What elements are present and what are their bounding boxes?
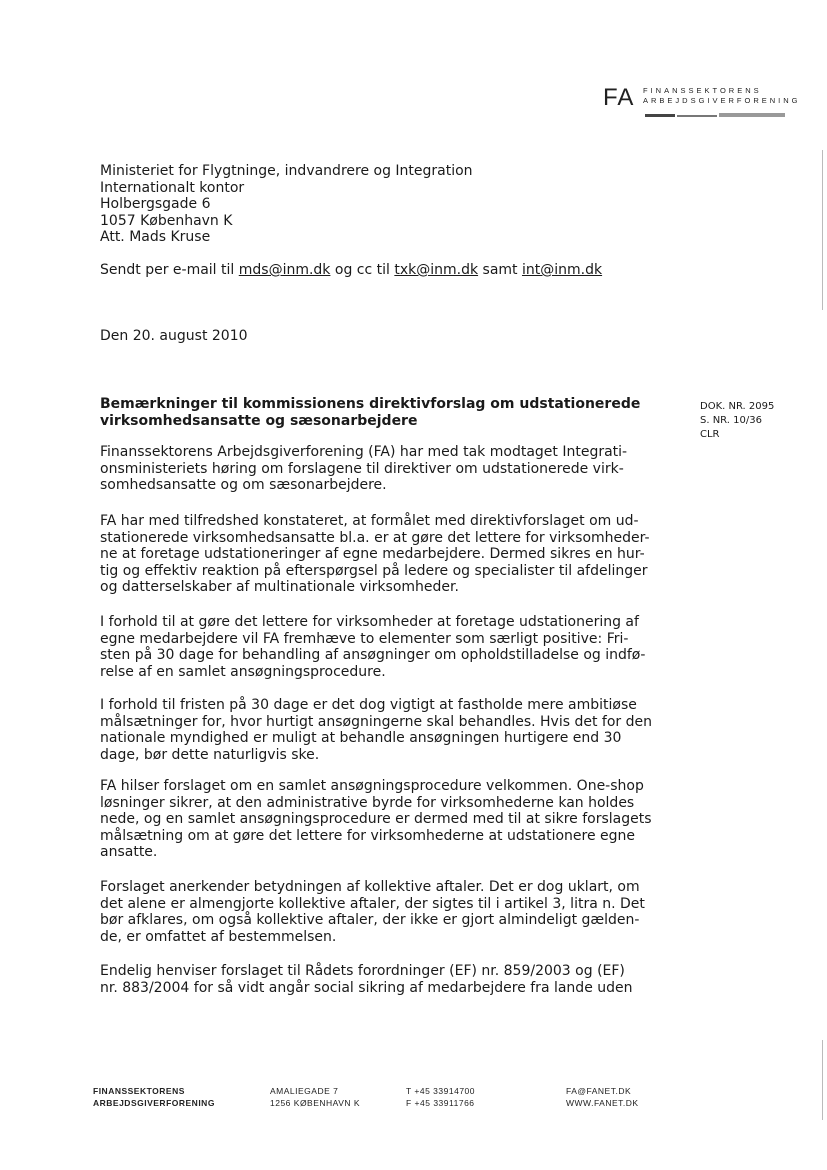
recipient-line: Att. Mads Kruse: [100, 229, 211, 246]
logo-line-1: FINANSSEKTORENS: [643, 86, 762, 95]
footer-street: AMALIEGADE 7: [270, 1086, 339, 1096]
footer-website[interactable]: WWW.FANET.DK: [566, 1098, 639, 1108]
footer-phone: T +45 33914700: [406, 1086, 475, 1096]
footer-org-line: ARBEJDSGIVERFORENING: [93, 1098, 215, 1108]
paragraph-line: nr. 883/2004 for så vidt angår social sikring af medarbejdere fra lande uden: [100, 979, 633, 996]
paragraph-line: FA har med tilfredshed konstateret, at formålet med direktivforslaget om ud-: [100, 513, 639, 529]
paragraph-line: egne medarbejdere vil FA fremhæve to elementer som særligt positive: Fri-: [100, 630, 629, 647]
footer-organization: [93, 1085, 215, 1109]
body-paragraph-5: [100, 778, 652, 861]
case-number: S. NR. 10/36: [700, 415, 762, 426]
sent-middle: og cc til: [330, 262, 395, 278]
paragraph-line: tig og effektiv reaktion på efterspørgsel på ledere og specialister til afdelinger: [100, 562, 648, 579]
footer-phone-fax: [406, 1085, 475, 1109]
letter-subject: [100, 396, 640, 429]
paragraph-line: nede, og en samlet ansøgningsprocedure er dermed med til at sikre forslagets: [100, 811, 652, 828]
scan-edge-mark: [822, 150, 823, 310]
paragraph-line: Forslaget anerkender betydningen af kollektive aftaler. Det er dog uklart, om: [100, 879, 640, 895]
sent-by-email-line: [100, 262, 602, 279]
sent-and: samt: [478, 262, 522, 278]
body-paragraph-4: [100, 697, 652, 763]
paragraph-line: I forhold til at gøre det lettere for virksomheder at foretage udstationering af: [100, 614, 639, 630]
paragraph-line: og datterselskaber af multinationale virksomheder.: [100, 579, 459, 596]
email-link-txk[interactable]: txk@inm.dk: [394, 262, 479, 278]
email-link-mds[interactable]: mds@inm.dk: [238, 262, 331, 278]
recipient-line: Internationalt kontor: [100, 179, 245, 196]
body-paragraph-1: [100, 444, 627, 494]
recipient-line: Ministeriet for Flygtninge, indvandrere og Integration: [100, 163, 473, 179]
paragraph-line: dage, bør dette naturligvis ske.: [100, 746, 320, 763]
letter-date: Den 20. august 2010: [100, 328, 248, 344]
paragraph-line: Endelig henviser forslaget til Rådets forordninger (EF) nr. 859/2003 og (EF): [100, 963, 625, 979]
paragraph-line: målsætninger for, hvor hurtigt ansøgningerne skal behandles. Hvis det for den: [100, 713, 652, 730]
paragraph-line: sten på 30 dage for behandling af ansøgninger om opholdstilladelse og indfø-: [100, 647, 646, 664]
subject-line: Bemærkninger til kommissionens direktivforslag om udstationerede: [100, 396, 641, 412]
paragraph-line: FA hilser forslaget om en samlet ansøgningsprocedure velkommen. One-shop: [100, 778, 644, 794]
logo-line-2: ARBEJDSGIVERFORENING: [643, 96, 801, 105]
author-initials: CLR: [700, 429, 720, 440]
body-paragraph-6: [100, 879, 645, 945]
paragraph-line: det alene er almengjorte kollektive aftaler, der sigtes til i artikel 3, litra n. Det: [100, 895, 645, 912]
footer-email[interactable]: FA@FANET.DK: [566, 1086, 632, 1096]
body-paragraph-7: [100, 963, 633, 996]
footer-city: 1256 KØBENHAVN K: [270, 1098, 361, 1108]
footer-contact: [566, 1085, 639, 1109]
footer-address: [270, 1085, 360, 1109]
logo-stripe-graphic: [645, 113, 785, 119]
recipient-line: 1057 København K: [100, 212, 233, 229]
paragraph-line: ansatte.: [100, 844, 158, 861]
paragraph-line: ne at foretage udstationeringer af egne medarbejdere. Dermed sikres en hur-: [100, 546, 645, 563]
paragraph-line: Finanssektorens Arbejdsgiverforening (FA) har med tak modtaget Integrati-: [100, 444, 628, 460]
paragraph-line: relse af en samlet ansøgningsprocedure.: [100, 663, 386, 680]
paragraph-line: I forhold til fristen på 30 dage er det dog vigtigt at fastholde mere ambitiøse: [100, 697, 637, 713]
recipient-address: [100, 163, 473, 246]
recipient-line: Holbergsgade 6: [100, 196, 211, 213]
document-reference: [700, 400, 774, 442]
paragraph-line: målsætning om at gøre det lettere for virksomhederne at udstationere egne: [100, 827, 636, 844]
paragraph-line: somhedsansatte og om sæsonarbejdere.: [100, 477, 387, 494]
doc-number: DOK. NR. 2095: [700, 401, 775, 412]
subject-line: virksomhedsansatte og sæsonarbejdere: [100, 412, 418, 429]
paragraph-line: løsninger sikrer, at den administrative byrde for virksomhederne kan holdes: [100, 794, 635, 811]
paragraph-line: stationerede virksomhedsansatte bl.a. er at gøre det lettere for virksomheder-: [100, 529, 650, 546]
footer-fax: F +45 33911766: [406, 1098, 475, 1108]
letterhead-logo: [603, 84, 801, 124]
email-link-int[interactable]: int@inm.dk: [521, 262, 603, 278]
scan-edge-mark: [822, 1040, 823, 1120]
paragraph-line: bør afklares, om også kollektive aftaler, der ikke er gjort almindeligt gælden-: [100, 912, 640, 929]
footer-org-line: FINANSSEKTORENS: [93, 1086, 185, 1096]
body-paragraph-2: [100, 513, 650, 596]
logo-mark: FA: [603, 84, 635, 111]
paragraph-line: nationale myndighed er muligt at behandle ansøgningen hurtigere end 30: [100, 730, 622, 747]
body-paragraph-3: [100, 614, 645, 680]
paragraph-line: de, er omfattet af bestemmelsen.: [100, 928, 337, 945]
paragraph-line: onsministeriets høring om forslagene til direktiver om udstationerede virk-: [100, 460, 624, 477]
sent-prefix: Sendt per e-mail til: [100, 262, 239, 278]
